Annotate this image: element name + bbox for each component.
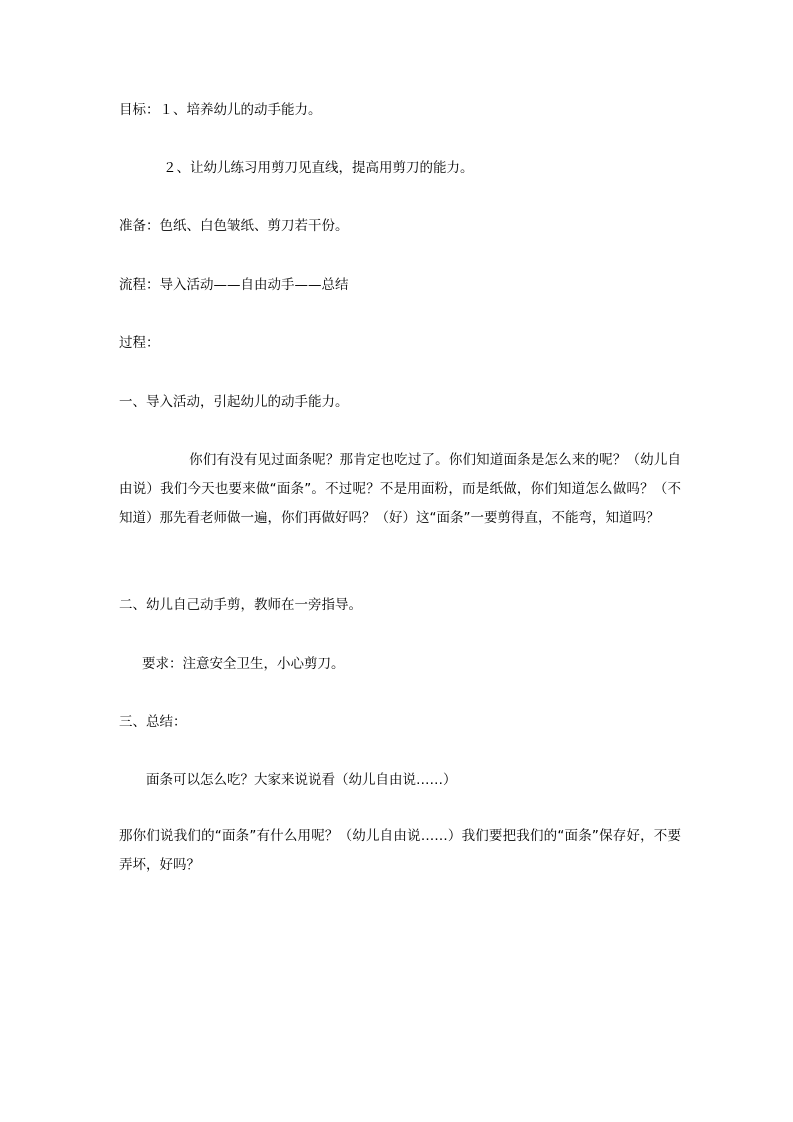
section-1-heading: 一、导入活动，引起幼儿的动手能力。 [119, 394, 349, 410]
section-3-line-1: 面条可以怎么吃？大家来说说看（幼儿自由说……） [146, 772, 457, 788]
goal-1: 目标：１、培养幼儿的动手能力。 [119, 102, 322, 118]
process-heading: 过程： [119, 335, 160, 351]
flow: 流程：导入活动——自由动手——总结 [119, 277, 349, 293]
preparation: 准备：色纸、白色皱纸、剪刀若干份。 [119, 218, 349, 234]
section-3-body: 那你们说我们的“面条”有什么用呢？（幼儿自由说……）我们要把我们的“面条”保存好，不要弄坏，好吗？ [119, 828, 681, 873]
section-2-heading: 二、幼儿自己动手剪，教师在一旁指导。 [119, 597, 362, 613]
section-1-body: 你们有没有见过面条呢？那肯定也吃过了。你们知道面条是怎么来的呢？（幼儿自由说）我们今天也要来做“面条”。不过呢？不是用面粉，而是纸做，你们知道怎么做吗？（不知道）那先看老师做一遍，你们再做好吗？（好）这“面条”一要剪得直，不能弯，知道吗？ [119, 452, 681, 526]
section-3-heading: 三、总结： [119, 714, 187, 730]
section-2-requirement: 要求：注意安全卫生，小心剪刀。 [142, 656, 345, 672]
section-1-body-block [119, 446, 681, 533]
goal-2: ２、让幼儿练习用剪刀见直线，提高用剪刀的能力。 [163, 160, 474, 176]
section-3-body-block [119, 822, 681, 880]
